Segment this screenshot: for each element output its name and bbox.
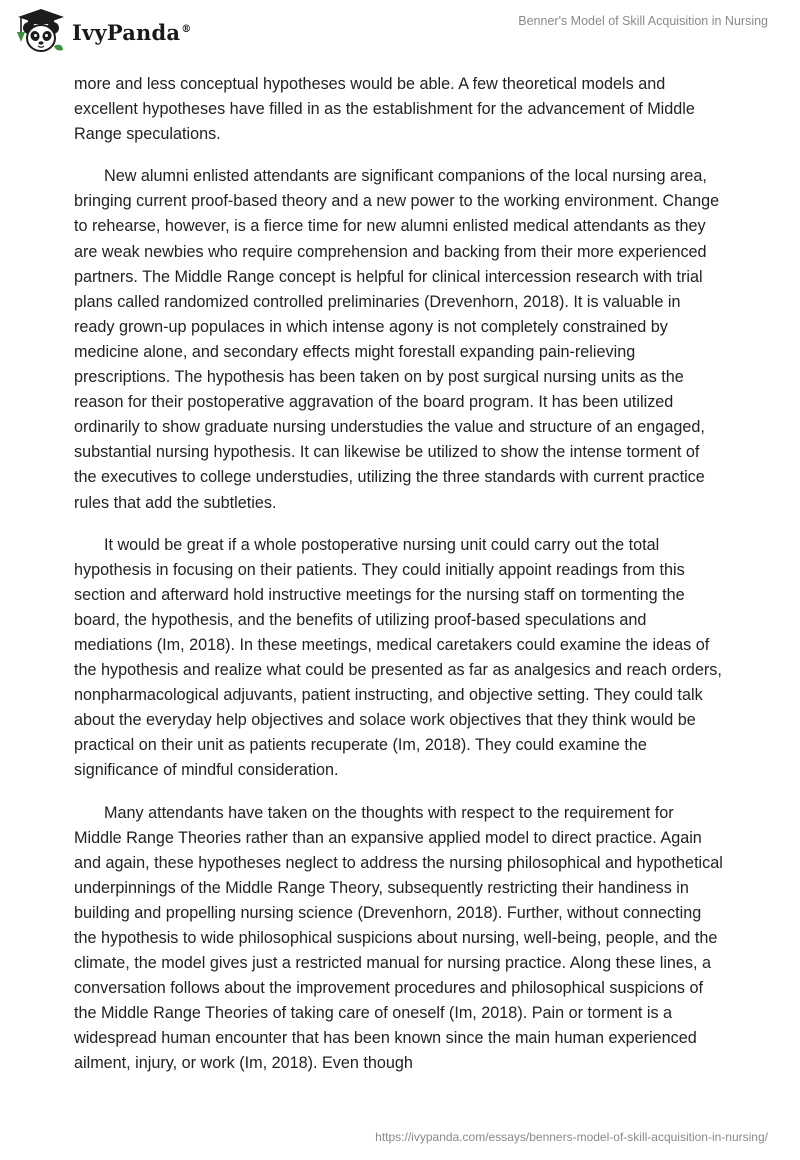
source-url[interactable]: https://ivypanda.com/essays/benners-model-of-skill-acquisition-in-nursing/	[375, 1130, 768, 1144]
ivypanda-logo[interactable]	[14, 8, 191, 54]
page-header	[0, 0, 800, 62]
document-title: Benner's Model of Skill Acquisition in Nursing	[518, 14, 768, 28]
paragraph: Many attendants have taken on the thoughts with respect to the requirement for Middle Range Theories rather than an expansive applied model to direct practice. Again and again, these hypotheses neglect to address the nursing philosophical and hypothetical underpinnings of the Middle Range Theory, subsequently restricting their handiness in building and propelling nursing science (Drevenhorn, 2018). Further, without connecting the hypothesis to wide philosophical suspicions about nursing, well-being, people, and the climate, the model gives just a restricted manual for nursing practice. Along these lines, a conversation follows about the improvement procedures and philosophical suspicions of the Middle Range Theories of taking care of oneself (Im, 2018). Pain or torment is a widespread human encounter that has been known since the main human experienced ailment, injury, or work (Im, 2018). Even though	[74, 803, 723, 1073]
panda-graduate-icon	[14, 8, 68, 54]
paragraph: It would be great if a whole postoperative nursing unit could carry out the total hypothesis in focusing on their patients. They could initially appoint readings from this section and afterward hold instructive meetings for the nursing staff on tormenting the board, the hypothesis, and the benefits of utilizing proof-based speculations and mediations (Im, 2018). In these meetings, medical caretakers could examine the ideas of the hypothesis and realize what could be presented as far as analgesics and reach orders, nonpharmacological adjuvants, patient instructing, and objective setting. They could talk about the everyday help objectives and solace work objectives that they think would be practical on their unit as patients recuperate (Im, 2018). They could examine the significance of mindful consideration.	[74, 535, 722, 780]
paragraph: more and less conceptual hypotheses would be able. A few theoretical models and excellent hypotheses have filled in as the establishment for the advancement of Middle Range speculations.	[74, 75, 695, 144]
paragraph: New alumni enlisted attendants are significant companions of the local nursing area, bringing current proof-based theory and a new power to the working environment. Change to rehearse, however, is a fierce time for new alumni enlisted medical attendants as they are weak newbies who require comprehension and backing from their more experienced partners. The Middle Range concept is helpful for clinical intercession research with trial plans called randomized controlled preliminaries (Drevenhorn, 2018). It is valuable in ready grown-up populaces in which intense agony is not completely constrained by medicine alone, and secondary effects might forestall expanding pain-relieving prescriptions. The hypothesis has been taken on by post surgical nursing units as the reason for their postoperative aggravation of the board program. It has been utilized ordinarily to show graduate nursing understudies the value and structure of an engaged, substantial nursing hypothesis. It can likewise be utilized to show the intense torment of the executives to college understudies, utilizing the three standards with current practice rules that add the subtleties.	[74, 167, 720, 512]
essay-body	[74, 72, 724, 1094]
logo-wordmark: IvyPanda®	[72, 19, 192, 45]
